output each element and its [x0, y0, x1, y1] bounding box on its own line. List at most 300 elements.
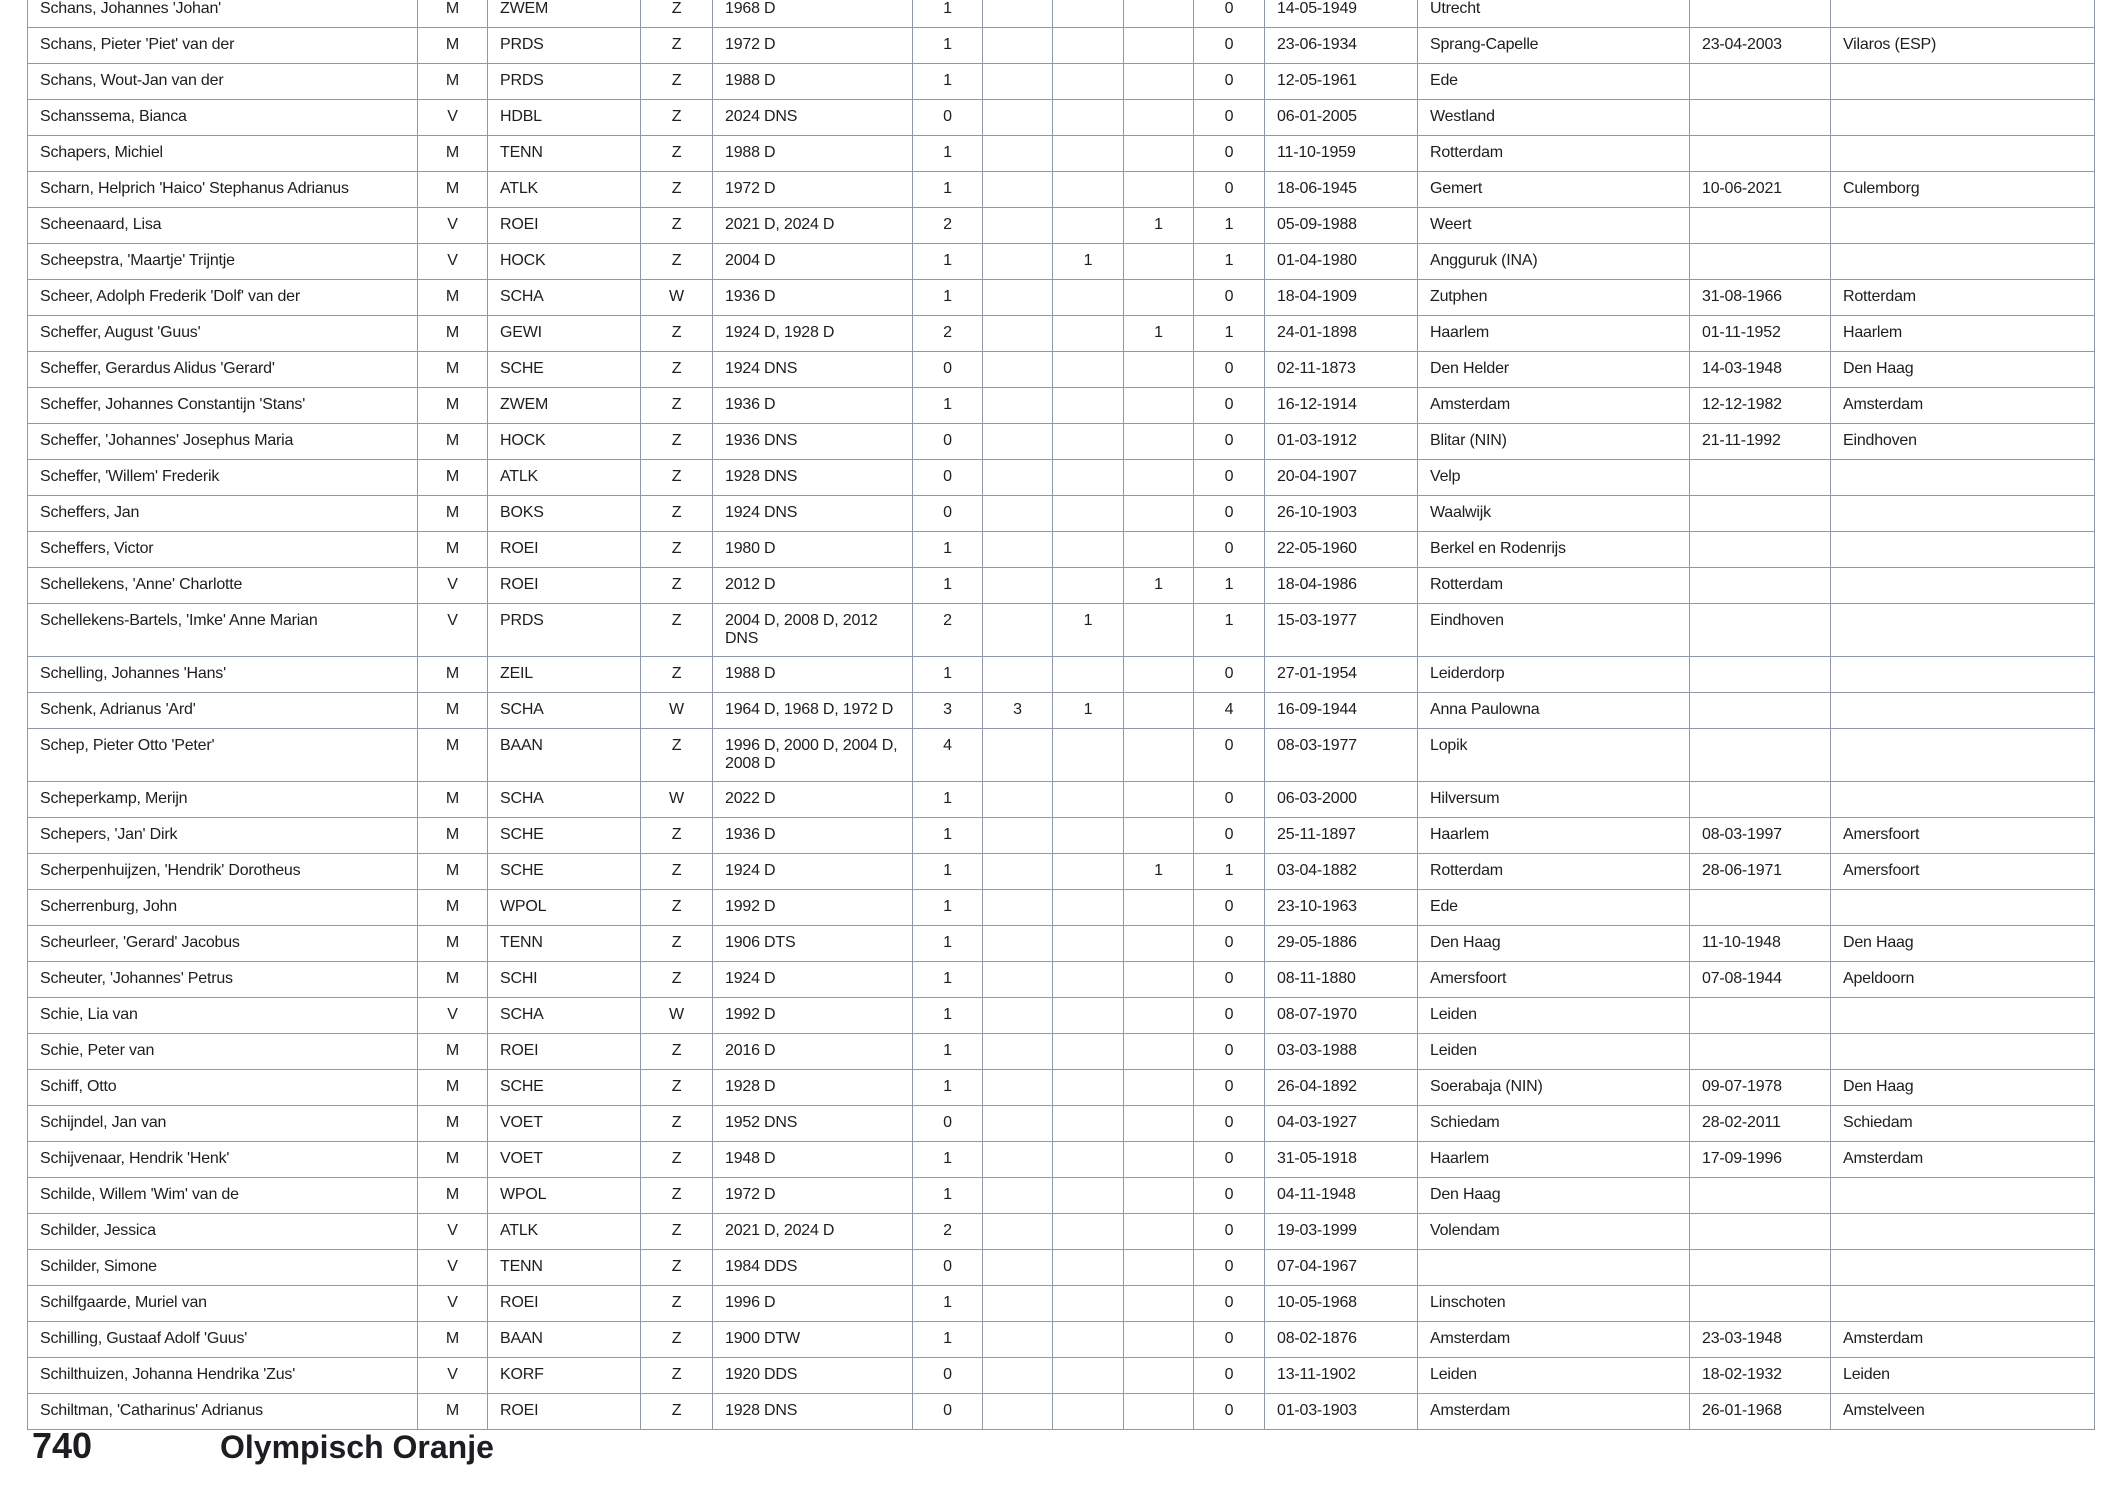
bronze-cell: [1124, 782, 1194, 818]
silver-cell: [1053, 1034, 1124, 1070]
death-place-cell: Apeldoorn: [1831, 962, 2095, 998]
table-row: [28, 1034, 2095, 1070]
medal-total-cell: 0: [1194, 926, 1265, 962]
sport-cell: ROEI: [488, 1394, 641, 1430]
gender-cell: M: [418, 460, 488, 496]
gender-cell: V: [418, 244, 488, 280]
silver-cell: [1053, 532, 1124, 568]
bronze-cell: [1124, 604, 1194, 657]
table-row: [28, 280, 2095, 316]
medal-total-cell: 0: [1194, 1070, 1265, 1106]
table-row: [28, 424, 2095, 460]
death-place-cell: Amsterdam: [1831, 388, 2095, 424]
name-cell: Scheenaard, Lisa: [28, 208, 418, 244]
death-place-cell: [1831, 496, 2095, 532]
medal-total-cell: 0: [1194, 1106, 1265, 1142]
season-cell: Z: [641, 1214, 713, 1250]
games-cell: 1936 D: [713, 280, 913, 316]
participations-cell: 0: [913, 460, 983, 496]
name-cell: Scheffer, Johannes Constantijn 'Stans': [28, 388, 418, 424]
death-place-cell: [1831, 1034, 2095, 1070]
table-row: [28, 818, 2095, 854]
death-date-cell: 14-03-1948: [1690, 352, 1831, 388]
athlete-table: [27, 0, 2095, 1430]
silver-cell: [1053, 1250, 1124, 1286]
games-cell: 1928 D: [713, 1070, 913, 1106]
birth-date-cell: 25-11-1897: [1265, 818, 1418, 854]
table-row: [28, 890, 2095, 926]
name-cell: Schilde, Willem 'Wim' van de: [28, 1178, 418, 1214]
death-date-cell: [1690, 604, 1831, 657]
death-date-cell: [1690, 998, 1831, 1034]
birth-date-cell: 02-11-1873: [1265, 352, 1418, 388]
table-row: [28, 1214, 2095, 1250]
birth-place-cell: Den Helder: [1418, 352, 1690, 388]
birth-date-cell: 12-05-1961: [1265, 64, 1418, 100]
medal-total-cell: 0: [1194, 657, 1265, 693]
participations-cell: 1: [913, 1178, 983, 1214]
sport-cell: PRDS: [488, 28, 641, 64]
name-cell: Schiff, Otto: [28, 1070, 418, 1106]
name-cell: Scheffers, Jan: [28, 496, 418, 532]
games-cell: 1980 D: [713, 532, 913, 568]
gender-cell: M: [418, 1034, 488, 1070]
silver-cell: [1053, 388, 1124, 424]
sport-cell: VOET: [488, 1106, 641, 1142]
birth-place-cell: Utrecht: [1418, 0, 1690, 28]
table-row: [28, 352, 2095, 388]
participations-cell: 2: [913, 604, 983, 657]
birth-date-cell: 22-05-1960: [1265, 532, 1418, 568]
gender-cell: V: [418, 604, 488, 657]
death-place-cell: [1831, 693, 2095, 729]
medal-total-cell: 0: [1194, 782, 1265, 818]
athlete-table-container: [27, 0, 2094, 1430]
silver-cell: [1053, 782, 1124, 818]
table-row: [28, 1106, 2095, 1142]
medal-total-cell: 0: [1194, 172, 1265, 208]
sport-cell: ATLK: [488, 1214, 641, 1250]
participations-cell: 0: [913, 352, 983, 388]
medal-total-cell: 0: [1194, 1178, 1265, 1214]
bronze-cell: [1124, 962, 1194, 998]
birth-date-cell: 26-04-1892: [1265, 1070, 1418, 1106]
death-place-cell: [1831, 604, 2095, 657]
participations-cell: 1: [913, 172, 983, 208]
gold-cell: [983, 316, 1053, 352]
medal-total-cell: 0: [1194, 388, 1265, 424]
bronze-cell: [1124, 532, 1194, 568]
sport-cell: PRDS: [488, 604, 641, 657]
death-date-cell: 18-02-1932: [1690, 1358, 1831, 1394]
gold-cell: [983, 1358, 1053, 1394]
gender-cell: M: [418, 280, 488, 316]
death-date-cell: 11-10-1948: [1690, 926, 1831, 962]
participations-cell: 1: [913, 0, 983, 28]
bronze-cell: [1124, 1034, 1194, 1070]
death-date-cell: 07-08-1944: [1690, 962, 1831, 998]
sport-cell: SCHE: [488, 818, 641, 854]
death-place-cell: [1831, 1178, 2095, 1214]
table-row: [28, 1250, 2095, 1286]
bronze-cell: [1124, 1106, 1194, 1142]
gold-cell: [983, 244, 1053, 280]
bronze-cell: [1124, 818, 1194, 854]
death-place-cell: [1831, 729, 2095, 782]
death-place-cell: Leiden: [1831, 1358, 2095, 1394]
death-date-cell: [1690, 1178, 1831, 1214]
season-cell: Z: [641, 729, 713, 782]
bronze-cell: [1124, 890, 1194, 926]
medal-total-cell: 0: [1194, 818, 1265, 854]
sport-cell: ZWEM: [488, 388, 641, 424]
gender-cell: V: [418, 568, 488, 604]
sport-cell: VOET: [488, 1142, 641, 1178]
season-cell: Z: [641, 1034, 713, 1070]
games-cell: 2004 D: [713, 244, 913, 280]
name-cell: Schans, Johannes 'Johan': [28, 0, 418, 28]
bronze-cell: [1124, 1322, 1194, 1358]
table-row: [28, 136, 2095, 172]
silver-cell: [1053, 208, 1124, 244]
birth-date-cell: 03-04-1882: [1265, 854, 1418, 890]
season-cell: Z: [641, 818, 713, 854]
death-date-cell: [1690, 1214, 1831, 1250]
season-cell: Z: [641, 136, 713, 172]
medal-total-cell: 1: [1194, 604, 1265, 657]
bronze-cell: [1124, 657, 1194, 693]
medal-total-cell: 0: [1194, 100, 1265, 136]
silver-cell: [1053, 1214, 1124, 1250]
death-date-cell: [1690, 729, 1831, 782]
death-date-cell: [1690, 208, 1831, 244]
book-title: Olympisch Oranje: [220, 1429, 494, 1465]
gold-cell: [983, 0, 1053, 28]
gender-cell: M: [418, 424, 488, 460]
gold-cell: [983, 172, 1053, 208]
silver-cell: [1053, 962, 1124, 998]
birth-place-cell: Hilversum: [1418, 782, 1690, 818]
silver-cell: [1053, 854, 1124, 890]
table-row: [28, 208, 2095, 244]
sport-cell: ROEI: [488, 1034, 641, 1070]
death-date-cell: 10-06-2021: [1690, 172, 1831, 208]
birth-place-cell: Gemert: [1418, 172, 1690, 208]
games-cell: 1996 D, 2000 D, 2004 D, 2008 D: [713, 729, 913, 782]
name-cell: Schapers, Michiel: [28, 136, 418, 172]
death-place-cell: Amersfoort: [1831, 818, 2095, 854]
gender-cell: M: [418, 1070, 488, 1106]
bronze-cell: [1124, 1214, 1194, 1250]
bronze-cell: [1124, 1394, 1194, 1430]
games-cell: 2022 D: [713, 782, 913, 818]
gender-cell: M: [418, 1322, 488, 1358]
gender-cell: V: [418, 1286, 488, 1322]
medal-total-cell: 0: [1194, 424, 1265, 460]
death-date-cell: [1690, 568, 1831, 604]
table-row: [28, 693, 2095, 729]
gold-cell: [983, 352, 1053, 388]
birth-place-cell: Eindhoven: [1418, 604, 1690, 657]
gender-cell: M: [418, 1394, 488, 1430]
participations-cell: 1: [913, 568, 983, 604]
gold-cell: [983, 1214, 1053, 1250]
birth-place-cell: Haarlem: [1418, 818, 1690, 854]
season-cell: Z: [641, 657, 713, 693]
sport-cell: HDBL: [488, 100, 641, 136]
participations-cell: 1: [913, 280, 983, 316]
birth-date-cell: 01-04-1980: [1265, 244, 1418, 280]
bronze-cell: [1124, 496, 1194, 532]
season-cell: Z: [641, 64, 713, 100]
birth-date-cell: 23-10-1963: [1265, 890, 1418, 926]
games-cell: 1928 DNS: [713, 1394, 913, 1430]
death-date-cell: 08-03-1997: [1690, 818, 1831, 854]
birth-place-cell: Rotterdam: [1418, 854, 1690, 890]
gender-cell: M: [418, 1106, 488, 1142]
death-date-cell: [1690, 64, 1831, 100]
medal-total-cell: 1: [1194, 316, 1265, 352]
birth-place-cell: Berkel en Rodenrijs: [1418, 532, 1690, 568]
name-cell: Scherrenburg, John: [28, 890, 418, 926]
participations-cell: 1: [913, 1142, 983, 1178]
gold-cell: [983, 1178, 1053, 1214]
birth-date-cell: 16-12-1914: [1265, 388, 1418, 424]
silver-cell: [1053, 926, 1124, 962]
medal-total-cell: 0: [1194, 1358, 1265, 1394]
games-cell: 1952 DNS: [713, 1106, 913, 1142]
season-cell: Z: [641, 208, 713, 244]
table-row: [28, 316, 2095, 352]
gold-cell: [983, 1394, 1053, 1430]
table-row: [28, 244, 2095, 280]
season-cell: Z: [641, 0, 713, 28]
medal-total-cell: 1: [1194, 854, 1265, 890]
gold-cell: [983, 604, 1053, 657]
sport-cell: ROEI: [488, 532, 641, 568]
bronze-cell: [1124, 388, 1194, 424]
medal-total-cell: 0: [1194, 1034, 1265, 1070]
participations-cell: 1: [913, 782, 983, 818]
name-cell: Schilder, Simone: [28, 1250, 418, 1286]
birth-place-cell: Soerabaja (NIN): [1418, 1070, 1690, 1106]
games-cell: 1936 D: [713, 388, 913, 424]
gender-cell: M: [418, 496, 488, 532]
games-cell: 2004 D, 2008 D, 2012 DNS: [713, 604, 913, 657]
games-cell: 1992 D: [713, 890, 913, 926]
birth-date-cell: 11-10-1959: [1265, 136, 1418, 172]
birth-date-cell: 08-03-1977: [1265, 729, 1418, 782]
participations-cell: 0: [913, 424, 983, 460]
table-row: [28, 962, 2095, 998]
medal-total-cell: 0: [1194, 532, 1265, 568]
death-place-cell: [1831, 1286, 2095, 1322]
death-date-cell: 28-06-1971: [1690, 854, 1831, 890]
participations-cell: 1: [913, 926, 983, 962]
table-row: [28, 1142, 2095, 1178]
medal-total-cell: 0: [1194, 64, 1265, 100]
participations-cell: 1: [913, 1070, 983, 1106]
medal-total-cell: 0: [1194, 1394, 1265, 1430]
birth-date-cell: 18-06-1945: [1265, 172, 1418, 208]
death-date-cell: [1690, 1250, 1831, 1286]
table-row: [28, 854, 2095, 890]
participations-cell: 1: [913, 1286, 983, 1322]
birth-place-cell: Linschoten: [1418, 1286, 1690, 1322]
bronze-cell: [1124, 693, 1194, 729]
name-cell: Schilling, Gustaaf Adolf 'Guus': [28, 1322, 418, 1358]
name-cell: Scherpenhuijzen, 'Hendrik' Dorotheus: [28, 854, 418, 890]
gold-cell: [983, 28, 1053, 64]
name-cell: Scheperkamp, Merijn: [28, 782, 418, 818]
death-place-cell: [1831, 136, 2095, 172]
bronze-cell: [1124, 100, 1194, 136]
death-date-cell: 28-02-2011: [1690, 1106, 1831, 1142]
table-row: [28, 1178, 2095, 1214]
birth-date-cell: 26-10-1903: [1265, 496, 1418, 532]
medal-total-cell: 4: [1194, 693, 1265, 729]
death-place-cell: Amsterdam: [1831, 1322, 2095, 1358]
birth-date-cell: 31-05-1918: [1265, 1142, 1418, 1178]
season-cell: W: [641, 998, 713, 1034]
gold-cell: [983, 64, 1053, 100]
gold-cell: [983, 532, 1053, 568]
games-cell: 1924 D: [713, 854, 913, 890]
table-row: [28, 1070, 2095, 1106]
participations-cell: 2: [913, 316, 983, 352]
name-cell: Scheffer, 'Willem' Frederik: [28, 460, 418, 496]
participations-cell: 4: [913, 729, 983, 782]
sport-cell: ROEI: [488, 208, 641, 244]
sport-cell: TENN: [488, 136, 641, 172]
medal-total-cell: 0: [1194, 998, 1265, 1034]
death-place-cell: Amstelveen: [1831, 1394, 2095, 1430]
season-cell: Z: [641, 388, 713, 424]
table-row: [28, 1322, 2095, 1358]
games-cell: 1936 DNS: [713, 424, 913, 460]
silver-cell: [1053, 100, 1124, 136]
birth-place-cell: Haarlem: [1418, 316, 1690, 352]
season-cell: Z: [641, 1178, 713, 1214]
birth-place-cell: Angguruk (INA): [1418, 244, 1690, 280]
birth-date-cell: 07-04-1967: [1265, 1250, 1418, 1286]
table-row: [28, 532, 2095, 568]
death-place-cell: [1831, 460, 2095, 496]
games-cell: 2012 D: [713, 568, 913, 604]
silver-cell: [1053, 729, 1124, 782]
games-cell: 2024 DNS: [713, 100, 913, 136]
gender-cell: V: [418, 208, 488, 244]
silver-cell: 1: [1053, 604, 1124, 657]
medal-total-cell: 0: [1194, 460, 1265, 496]
silver-cell: [1053, 64, 1124, 100]
medal-total-cell: 0: [1194, 1286, 1265, 1322]
gold-cell: [983, 1070, 1053, 1106]
death-place-cell: Den Haag: [1831, 352, 2095, 388]
death-place-cell: Rotterdam: [1831, 280, 2095, 316]
death-place-cell: [1831, 1214, 2095, 1250]
bronze-cell: [1124, 136, 1194, 172]
participations-cell: 0: [913, 1106, 983, 1142]
death-date-cell: [1690, 890, 1831, 926]
death-date-cell: 09-07-1978: [1690, 1070, 1831, 1106]
death-date-cell: [1690, 782, 1831, 818]
sport-cell: SCHA: [488, 280, 641, 316]
birth-place-cell: Westland: [1418, 100, 1690, 136]
participations-cell: 1: [913, 657, 983, 693]
death-place-cell: [1831, 64, 2095, 100]
death-place-cell: [1831, 890, 2095, 926]
death-place-cell: [1831, 100, 2095, 136]
birth-date-cell: 08-11-1880: [1265, 962, 1418, 998]
birth-place-cell: Ede: [1418, 890, 1690, 926]
participations-cell: 1: [913, 388, 983, 424]
games-cell: 1928 DNS: [713, 460, 913, 496]
silver-cell: [1053, 998, 1124, 1034]
season-cell: Z: [641, 962, 713, 998]
table-row: [28, 604, 2095, 657]
birth-date-cell: 18-04-1986: [1265, 568, 1418, 604]
sport-cell: SCHI: [488, 962, 641, 998]
medal-total-cell: 0: [1194, 280, 1265, 316]
table-row: [28, 782, 2095, 818]
name-cell: Schellekens-Bartels, 'Imke' Anne Marian: [28, 604, 418, 657]
death-date-cell: 17-09-1996: [1690, 1142, 1831, 1178]
bronze-cell: [1124, 64, 1194, 100]
participations-cell: 1: [913, 532, 983, 568]
participations-cell: 0: [913, 1250, 983, 1286]
birth-place-cell: Weert: [1418, 208, 1690, 244]
gold-cell: [983, 926, 1053, 962]
silver-cell: [1053, 352, 1124, 388]
games-cell: 1996 D: [713, 1286, 913, 1322]
participations-cell: 1: [913, 136, 983, 172]
birth-place-cell: Leiden: [1418, 1034, 1690, 1070]
name-cell: Scheffer, 'Johannes' Josephus Maria: [28, 424, 418, 460]
bronze-cell: [1124, 1070, 1194, 1106]
gold-cell: [983, 657, 1053, 693]
bronze-cell: [1124, 424, 1194, 460]
death-place-cell: [1831, 1250, 2095, 1286]
gold-cell: [983, 1286, 1053, 1322]
death-place-cell: Haarlem: [1831, 316, 2095, 352]
medal-total-cell: 1: [1194, 244, 1265, 280]
sport-cell: WPOL: [488, 1178, 641, 1214]
gender-cell: V: [418, 1250, 488, 1286]
sport-cell: SCHE: [488, 1070, 641, 1106]
death-date-cell: 01-11-1952: [1690, 316, 1831, 352]
birth-place-cell: Amsterdam: [1418, 1322, 1690, 1358]
participations-cell: 1: [913, 28, 983, 64]
name-cell: Schilfgaarde, Muriel van: [28, 1286, 418, 1322]
gold-cell: [983, 568, 1053, 604]
name-cell: Scheurleer, 'Gerard' Jacobus: [28, 926, 418, 962]
name-cell: Schans, Pieter 'Piet' van der: [28, 28, 418, 64]
sport-cell: ROEI: [488, 1286, 641, 1322]
death-place-cell: [1831, 244, 2095, 280]
medal-total-cell: 0: [1194, 0, 1265, 28]
gender-cell: M: [418, 729, 488, 782]
birth-date-cell: 16-09-1944: [1265, 693, 1418, 729]
bronze-cell: [1124, 729, 1194, 782]
season-cell: Z: [641, 460, 713, 496]
sport-cell: SCHE: [488, 352, 641, 388]
birth-date-cell: 03-03-1988: [1265, 1034, 1418, 1070]
birth-date-cell: 15-03-1977: [1265, 604, 1418, 657]
gender-cell: M: [418, 962, 488, 998]
birth-date-cell: 18-04-1909: [1265, 280, 1418, 316]
death-place-cell: Vilaros (ESP): [1831, 28, 2095, 64]
